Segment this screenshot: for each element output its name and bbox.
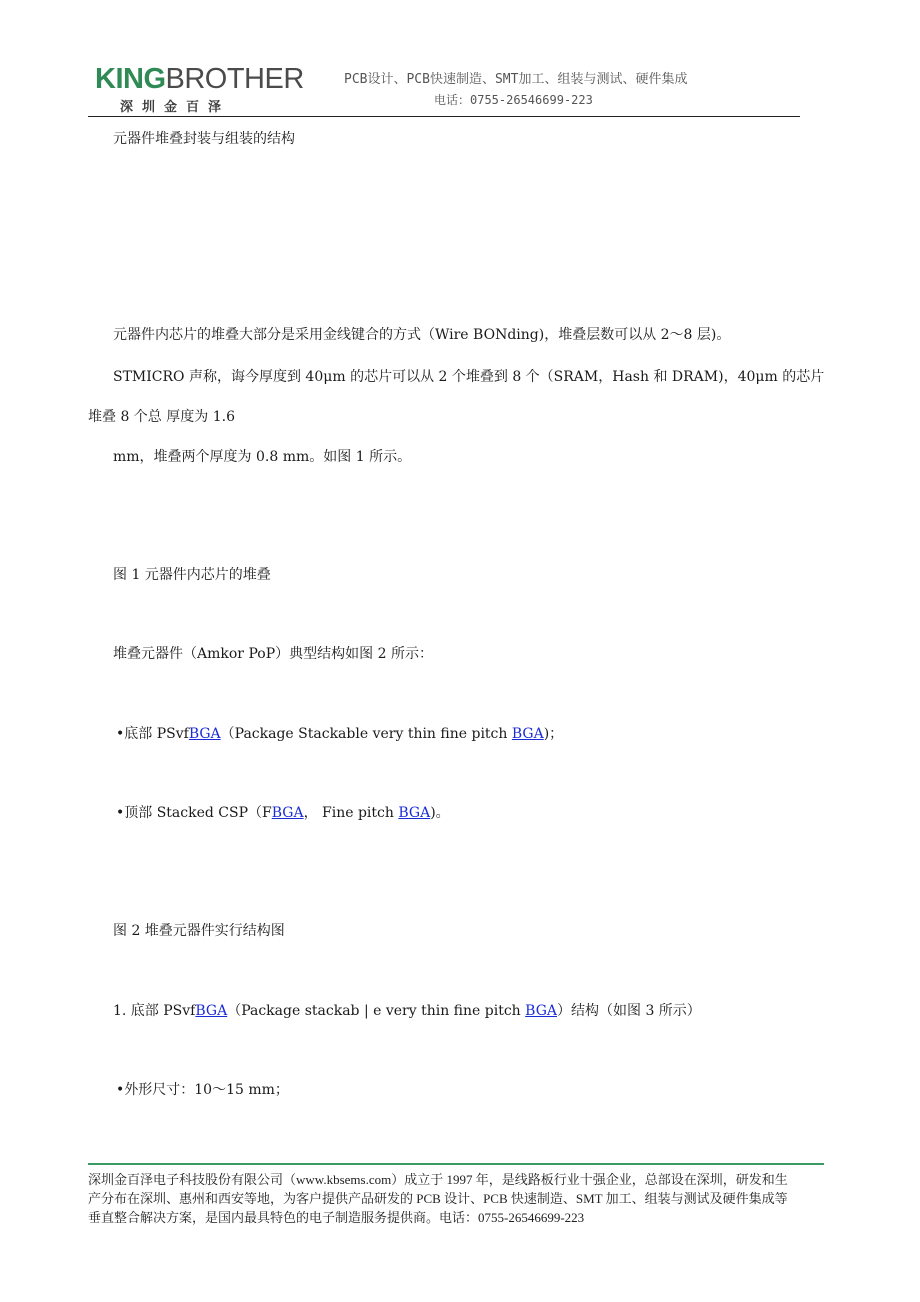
header-phone: 电话：0755-26546699-223 bbox=[434, 93, 593, 107]
figure-1-caption: 图 1 元器件内芯片的堆叠 bbox=[113, 567, 271, 583]
bga-link[interactable]: BGA bbox=[195, 1003, 228, 1019]
logo-brother-text: BROTHER bbox=[165, 63, 304, 95]
bullet-bottom-psvfbga bbox=[116, 725, 563, 743]
bullet-text: （Package Stackable very thin fine pitch bbox=[220, 726, 512, 742]
bullet-text: •底部 PSvf bbox=[116, 726, 189, 742]
company-logo bbox=[95, 62, 304, 96]
footer-line: 垂直整合解决方案，是国内最具特色的电子制造服务提供商。电话：0755-26546699-223 bbox=[88, 1210, 585, 1225]
paragraph-stmicro-line3: mm，堆叠两个厚度为 0.8 mm。如图 1 所示。 bbox=[113, 449, 412, 465]
bga-link[interactable]: BGA bbox=[511, 726, 544, 742]
item-text: ）结构（如图 3 所示） bbox=[557, 1003, 701, 1019]
bullet-text: )； bbox=[543, 726, 564, 742]
bga-link[interactable]: BGA bbox=[188, 726, 221, 742]
bga-link[interactable]: BGA bbox=[525, 1003, 557, 1019]
paragraph-stmicro-line1: STMICRO 声称，诲今厚度到 40μm 的芯片可以从 2 个堆叠到 8 个（SRAM，Hash 和 DRAM)，40μm 的芯片 bbox=[113, 369, 825, 385]
bullet-dimensions: •外形尺寸：10～15 mm； bbox=[116, 1082, 289, 1098]
footer-divider bbox=[88, 1163, 824, 1165]
header-divider bbox=[88, 116, 800, 117]
numbered-item-1 bbox=[113, 1002, 701, 1020]
item-text: （Package stackab | e very thin fine pitch bbox=[227, 1003, 526, 1019]
bullet-text: )。 bbox=[430, 805, 450, 821]
paragraph-wire-bonding: 元器件内芯片的堆叠大部分是采用金线键合的方式（Wire BONding)，堆叠层数可以从 2～8 层)。 bbox=[113, 327, 731, 343]
logo-king-text: KING bbox=[95, 63, 166, 95]
paragraph-amkor-pop: 堆叠元器件（Amkor PoP）典型结构如图 2 所示： bbox=[113, 646, 433, 662]
bullet-text: •顶部 Stacked CSP（F bbox=[116, 805, 272, 821]
header-slogan: PCB设计、PCB快速制造、SMT加工、组装与测试、硬件集成 bbox=[344, 72, 688, 87]
figure-2-caption: 图 2 堆叠元器件实行结构图 bbox=[113, 923, 285, 939]
bga-link[interactable]: BGA bbox=[398, 805, 431, 821]
bullet-text: ， Fine pitch bbox=[303, 805, 399, 821]
footer-company-info bbox=[88, 1170, 838, 1227]
footer-line: 产分布在深圳、惠州和西安等地，为客户提供产品研发的 PCB 设计、PCB 快速制造、SMT 加工、组装与测试及硬件集成等 bbox=[88, 1191, 788, 1206]
logo-chinese-name: 深圳金百泽 bbox=[120, 100, 231, 115]
item-text: 1. 底部 PSvf bbox=[113, 1003, 196, 1019]
footer-line: 深圳金百泽电子科技股份有限公司（www.kbsems.com）成立于 1997 年，是线路板行业十强企业，总部设在深圳，研发和生 bbox=[88, 1172, 788, 1187]
bullet-top-stacked-csp bbox=[116, 804, 450, 822]
paragraph-stmicro-line2: 堆叠 8 个总 厚度为 1.6 bbox=[88, 409, 235, 425]
bga-link[interactable]: BGA bbox=[271, 805, 304, 821]
document-title: 元器件堆叠封装与组装的结构 bbox=[113, 131, 295, 147]
